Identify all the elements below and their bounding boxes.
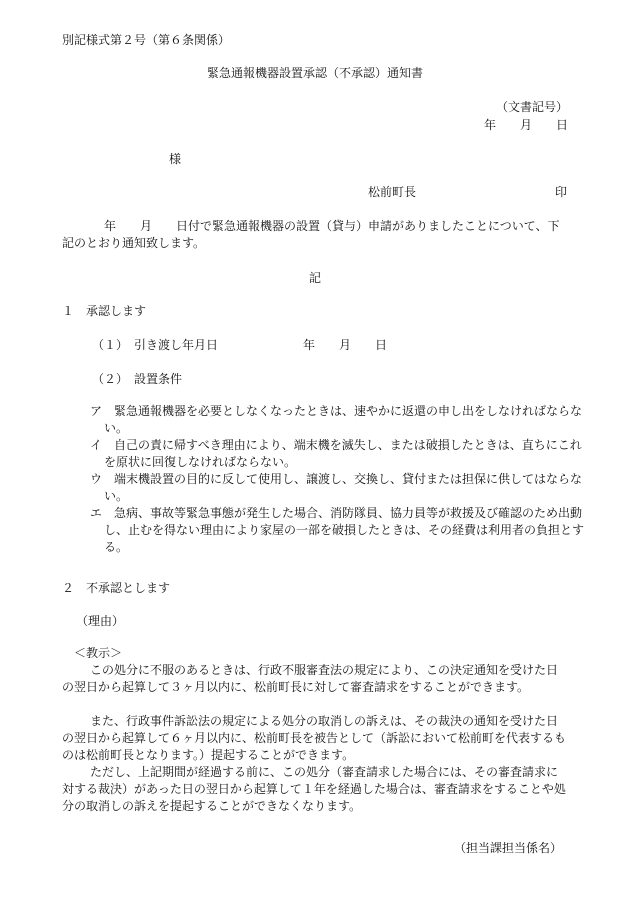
contact-section: （担当課担当係名） [453, 841, 562, 855]
document-number-label: （文書記号） [495, 100, 568, 114]
issue-date: 年 月 日 [483, 118, 568, 132]
rejection-heading: ２ 不承認とします [62, 581, 171, 595]
sender-name: 松前町長 [368, 185, 417, 199]
intro-paragraph: 年 月 日付で緊急通報機器の設置（貸与）申請がありましたことについて、下記のとおり通知致します。 [62, 219, 560, 250]
form-number: 別記様式第２号（第６条関係） [62, 33, 231, 47]
handover-date-value: 年 月 日 [303, 338, 388, 352]
handover-date-label: （１） 引き渡し年月日 [92, 338, 219, 352]
installation-conditions-label: （２） 設置条件 [92, 372, 183, 386]
notice-paragraph-3: ただし、上記期間が経過する前に、この処分（審査請求した場合には、その審査請求に対する裁決）があった日の翌日から起算して１年を経過した場合は、審査請求をすることや処分の取消しの訴えを提起することができなくなります。 [62, 765, 566, 813]
document-title: 緊急通報機器設置承認（不承認）通知書 [206, 66, 423, 80]
notice-paragraph-2: また、行政事件訴訟法の規定による処分の取消しの訴えは、その裁決の通知を受けた日の翌日から起算して６ヶ月以内に、松前町長を被告として（訴訟において松前町を代表するものは松前町長となります。）提起することができます。 [62, 714, 567, 762]
approval-heading: １ 承認します [62, 304, 147, 318]
condition-u: ウ 端末機設置の目的に反して使用し、譲渡し、交換し、貸付または担保に供してはならない。 [90, 472, 583, 503]
recipient-suffix: 様 [169, 152, 182, 166]
reason-label: （理由） [76, 614, 125, 628]
seal-mark: 印 [555, 185, 568, 199]
condition-a: ア 緊急通報機器を必要としなくなったときは、速やかに返還の申し出をしなければならない。 [90, 404, 583, 435]
notice-heading: ＜教示＞ [74, 646, 123, 660]
ki-heading: 記 [308, 271, 321, 285]
condition-i: イ 自己の責に帰すべき理由により、端末機を滅失し、または破損したときは、直ちにこれを原状に回復しなければならない。 [90, 438, 582, 469]
notice-paragraph-1: この処分に不服のあるときは、行政不服審査法の規定により、この決定通知を受けた日の翌日から起算して３ヶ月以内に、松前町長に対して審査請求をすることができます。 [62, 663, 559, 694]
condition-e: エ 急病、事故等緊急事態が発生した場合、消防隊員、協力員等が救援及び確認のため出動し、止むを得ない理由により家屋の一部を破損したときは、その経費は利用者の負担とする。 [90, 506, 585, 554]
